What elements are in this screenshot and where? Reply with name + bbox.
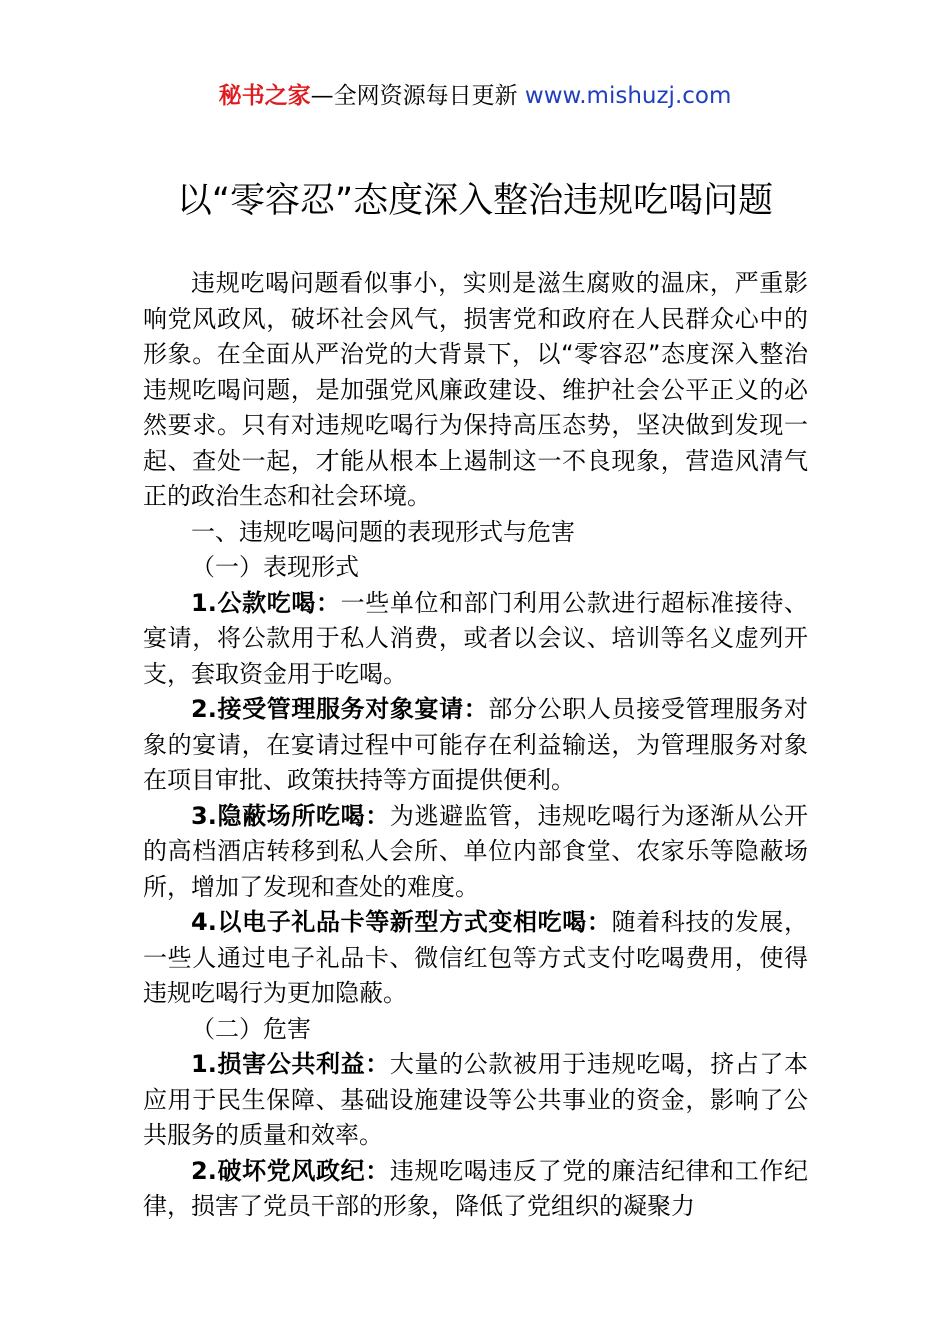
list-item: 1.公款吃喝：一些单位和部门利用公款进行超标准接待、宴请，将公款用于私人消费，或者以会议、培训等名义虚列开支，套取资金用于吃喝。 — [143, 588, 808, 688]
list-item: 3.隐蔽场所吃喝：为逃避监管，违规吃喝行为逐渐从公开的高档酒店转移到私人会所、单位内部食堂、农家乐等隐蔽场所，增加了发现和查处的难度。 — [143, 801, 808, 901]
list-item-lead: 2.破坏党风政纪： — [191, 1156, 390, 1185]
list-item: 1.损害公共利益：大量的公款被用于违规吃喝，挤占了本应用于民生保障、基础设施建设等公共事业的资金，影响了公共服务的质量和效率。 — [143, 1050, 808, 1149]
list-item-lead: 4.以电子礼品卡等新型方式变相吃喝： — [191, 908, 612, 936]
document-title: 以“零容忍”态度深入整治违规吃喝问题 — [176, 181, 774, 221]
paragraph-intro: 违规吃喝问题看似事小，实则是滋生腐败的温床，严重影响党风政风，破坏社会风气，损害党和政府在人民群众心中的形象。在全面从严治党的大背景下，以“零容忍”态度深入整治违规吃喝问题，是加强党风廉政建设、维护社会公平正义的必然要求。只有对违规吃喝行为保持高压态势，坚决做到发现一起、查处一起，才能从根本上遏制这一不良现象，营造风清气正的政治生态和社会环境。 — [143, 269, 808, 510]
site-tagline: —全网资源每日更新 — [310, 83, 525, 109]
site-header — [0, 80, 950, 112]
list-item-lead: 3.隐蔽场所吃喝： — [191, 801, 390, 830]
list-item-lead: 2.接受管理服务对象宴请： — [191, 695, 489, 723]
list-item-lead: 1.公款吃喝： — [191, 588, 341, 617]
list-item: 2.破坏党风政纪：违规吃喝违反了党的廉洁纪律和工作纪律，损害了党员干部的形象，降低了党组织的凝聚力 — [143, 1156, 808, 1220]
list-item: 4.以电子礼品卡等新型方式变相吃喝：随着科技的发展，一些人通过电子礼品卡、微信红包等方式支付吃喝费用，使得违规吃喝行为更加隐蔽。 — [143, 908, 808, 1007]
list-item: 2.接受管理服务对象宴请：部分公职人员接受管理服务对象的宴请，在宴请过程中可能存在利益输送，为管理服务对象在项目审批、政策扶持等方面提供便利。 — [143, 695, 808, 794]
section-heading-1: 一、违规吃喝问题的表现形式与危害 — [191, 517, 575, 546]
site-brand: 秘书之家 — [218, 83, 311, 109]
subsection-heading-harms: （二）危害 — [191, 1014, 311, 1043]
subsection-heading-forms: （一）表现形式 — [191, 553, 359, 581]
document-body — [143, 266, 808, 1225]
site-url[interactable]: www.mishuzj.com — [524, 83, 732, 109]
list-item-lead: 1.损害公共利益： — [191, 1050, 390, 1078]
